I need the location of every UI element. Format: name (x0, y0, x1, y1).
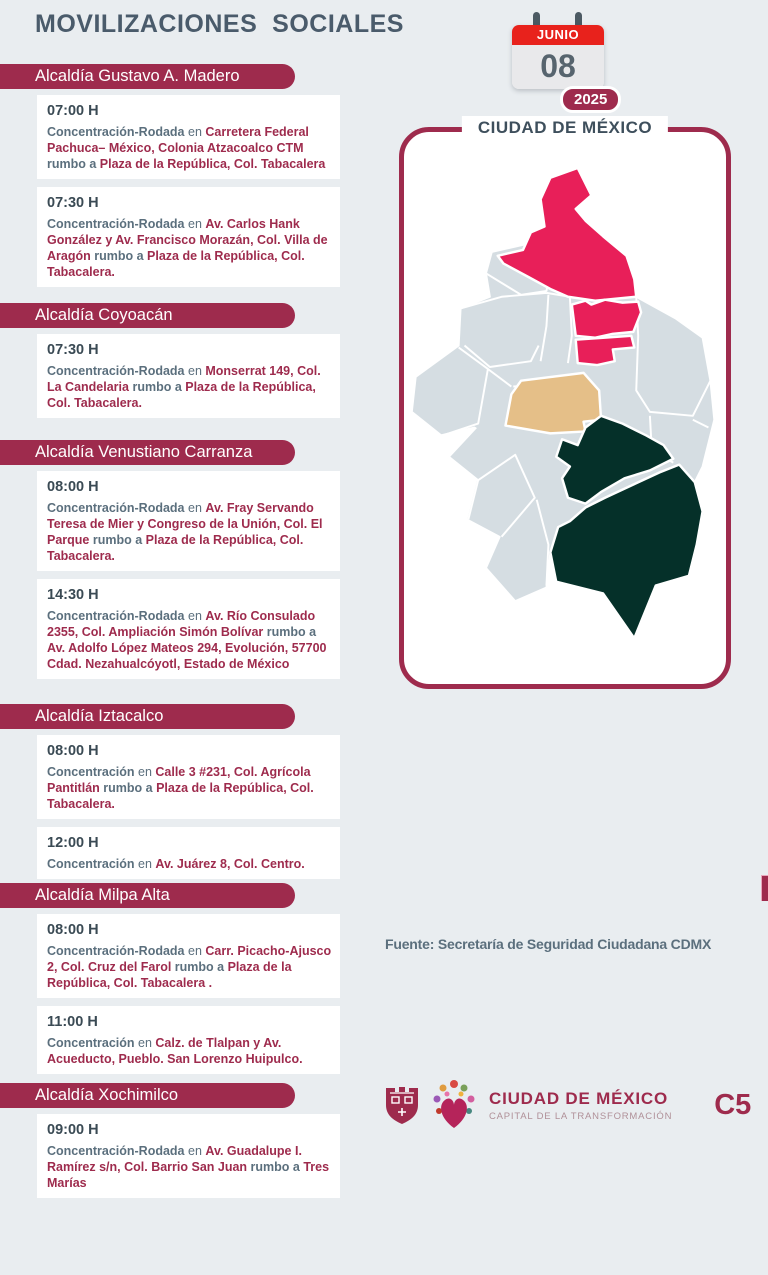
event-description: Concentración-Rodada en Carretera Federal Pachuca– México, Colonia Atzacoalco CTM rumbo a Plaza de la República, Col. Tabacalera (47, 125, 326, 171)
brand-title: CIUDAD DE MÉXICO (489, 1088, 669, 1108)
event-time: 08:00 H (47, 922, 99, 938)
event-card (37, 735, 340, 819)
event-card (37, 95, 340, 179)
section-events (0, 1114, 350, 1198)
event-description: Concentración-Rodada en Av. Fray Servando Teresa de Mier y Congreso de la Unión, Col. El Parque rumbo a Plaza de la República, Col. Tabacalera. (47, 501, 323, 563)
brand-subtitle: CAPITAL DE LA TRANSFORMACIÓN (489, 1110, 673, 1122)
section-events (0, 735, 350, 879)
event-card (37, 1006, 340, 1074)
calendar (512, 12, 608, 108)
event-time: 07:00 H (47, 103, 99, 119)
event-card (37, 827, 340, 879)
calendar-year-badge: 2025 (560, 86, 621, 113)
map-title: CIUDAD DE MÉXICO (462, 116, 668, 140)
section-banner (0, 1083, 295, 1108)
calendar-day: 08 (512, 45, 604, 89)
section-banner (0, 440, 295, 465)
event-description: Concentración-Rodada en Av. Carlos Hank González y Av. Francisco Morazán, Col. Villa de Aragón rumbo a Plaza de la República, Col. Tabacalera. (47, 217, 328, 279)
heart-flowers-icon (431, 1078, 477, 1132)
alcaldia-section (0, 440, 350, 687)
section-banner-label: Alcaldía Gustavo A. Madero (35, 67, 240, 85)
event-time: 07:30 H (47, 342, 99, 358)
section-banner (0, 704, 295, 729)
section-banner-label: Alcaldía Venustiano Carranza (35, 443, 253, 461)
section-banner-label: Alcaldía Coyoacán (35, 306, 173, 324)
c5-logo: C5 (714, 1088, 752, 1121)
event-time: 08:00 H (47, 743, 99, 759)
alcaldia-sections (0, 0, 350, 1275)
alcaldia-section (0, 303, 350, 426)
section-banner (0, 64, 295, 89)
event-time: 14:30 H (47, 587, 99, 603)
event-description: Concentración-Rodada en Av. Guadalupe I. Ramírez s/n, Col. Barrio San Juan rumbo a Tres Marías (47, 1144, 330, 1190)
cdmx-shield-icon (383, 1084, 421, 1126)
alcaldia-section (0, 704, 350, 887)
source-note: Fuente: Secretaría de Seguridad Ciudadana CDMX (385, 936, 712, 952)
page-title: MOVILIZACIONES SOCIALES (35, 10, 404, 38)
event-time: 12:00 H (47, 835, 99, 851)
section-events (0, 471, 350, 679)
event-card (37, 579, 340, 679)
event-card (37, 334, 340, 418)
section-events (0, 95, 350, 287)
edge-tab (761, 875, 768, 901)
event-description: Concentración-Rodada en Av. Río Consulado 2355, Col. Ampliación Simón Bolívar rumbo a Av. Adolfo López Mateos 294, Evolución, 57700 Cdad. Nezahualcóyotl, Estado de México (47, 609, 327, 671)
map-container (399, 118, 731, 689)
alcaldia-section (0, 64, 350, 295)
event-time: 09:00 H (47, 1122, 99, 1138)
section-events (0, 914, 350, 1074)
event-card (37, 914, 340, 998)
section-banner-label: Alcaldía Iztacalco (35, 707, 164, 725)
calendar-month: JUNIO (512, 25, 604, 45)
section-banner-label: Alcaldía Xochimilco (35, 1086, 179, 1104)
footer-brand (383, 1076, 752, 1134)
event-time: 07:30 H (47, 195, 99, 211)
map-region-venustiano-carranza (572, 300, 641, 338)
brand-text (489, 1089, 672, 1122)
section-banner-label: Alcaldía Milpa Alta (35, 886, 170, 904)
event-time: 08:00 H (47, 479, 99, 495)
calendar-card (512, 25, 604, 89)
section-banner (0, 883, 295, 908)
section-banner (0, 303, 295, 328)
section-events (0, 334, 350, 418)
cdmx-map (404, 132, 726, 684)
event-card (37, 1114, 340, 1198)
event-card (37, 471, 340, 571)
event-description: Concentración-Rodada en Carr. Picacho-Ajusco 2, Col. Cruz del Farol rumbo a Plaza de la República, Col. Tabacalera . (47, 944, 332, 990)
alcaldia-section (0, 883, 350, 1082)
event-description: Concentración en Calz. de Tlalpan y Av. Acueducto, Pueblo. San Lorenzo Huipulco. (47, 1036, 303, 1066)
event-description: Concentración en Av. Juárez 8, Col. Centro. (47, 857, 305, 871)
event-card (37, 187, 340, 287)
alcaldia-section (0, 1083, 350, 1206)
event-description: Concentración-Rodada en Monserrat 149, Col. La Candelaria rumbo a Plaza de la República, Col. Tabacalera. (47, 364, 321, 410)
event-description: Concentración en Calle 3 #231, Col. Agrícola Pantitlán rumbo a Plaza de la República, Col. Tabacalera. (47, 765, 314, 811)
event-time: 11:00 H (47, 1014, 98, 1030)
